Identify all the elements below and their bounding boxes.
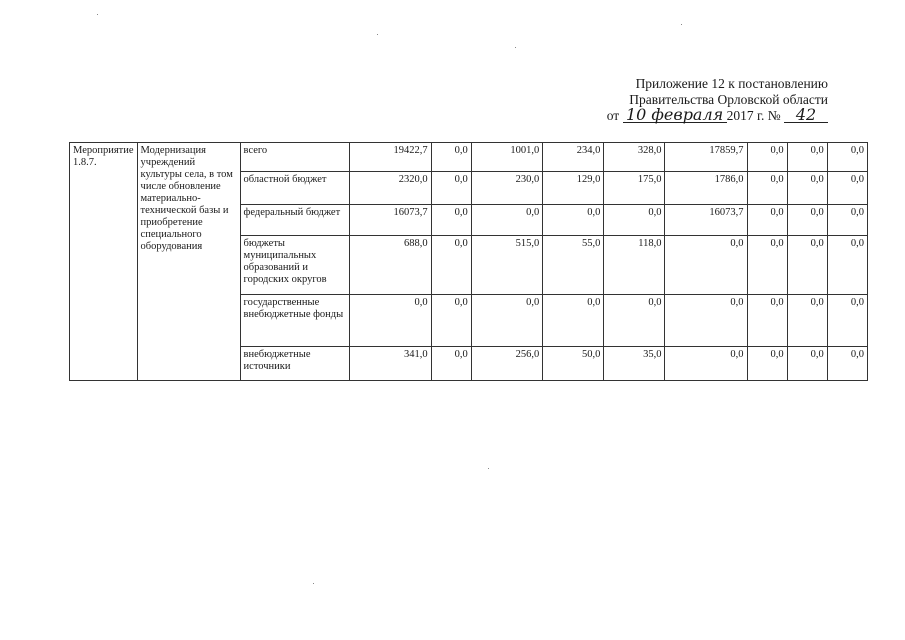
amount-cell: 19422,7 [349, 143, 431, 172]
amount-cell: 0,0 [431, 295, 471, 347]
amount-cell: 0,0 [787, 143, 827, 172]
header-year-text: 2017 г. № [726, 108, 781, 123]
amount-cell: 0,0 [747, 172, 787, 205]
amount-cell: 0,0 [431, 236, 471, 295]
table-row [70, 143, 868, 172]
amount-cell: 129,0 [543, 172, 604, 205]
amount-cell: 328,0 [604, 143, 665, 172]
amount-cell: 0,0 [827, 205, 867, 236]
header-line-appendix: Приложение 12 к постановлению [635, 76, 828, 91]
amount-cell: 0,0 [431, 205, 471, 236]
header-line-date [560, 105, 828, 124]
amount-cell: 0,0 [827, 347, 867, 381]
amount-cell: 35,0 [604, 347, 665, 381]
amount-cell: 688,0 [349, 236, 431, 295]
amount-cell: 17859,7 [665, 143, 747, 172]
amount-cell: 0,0 [747, 205, 787, 236]
amount-cell: 0,0 [349, 295, 431, 347]
amount-cell: 0,0 [543, 205, 604, 236]
funding-source-cell: бюджеты муниципальных образований и городских округов [240, 236, 349, 295]
amount-cell: 0,0 [543, 295, 604, 347]
amount-cell: 0,0 [604, 295, 665, 347]
scan-speck [515, 47, 516, 48]
amount-cell: 2320,0 [349, 172, 431, 205]
amount-cell: 0,0 [665, 295, 747, 347]
amount-cell: 234,0 [543, 143, 604, 172]
handwritten-number: 42 [784, 108, 828, 123]
amount-cell: 16073,7 [349, 205, 431, 236]
amount-cell: 0,0 [747, 143, 787, 172]
scan-speck [377, 34, 378, 35]
document-header [560, 76, 828, 124]
amount-cell: 0,0 [747, 295, 787, 347]
amount-cell: 0,0 [827, 143, 867, 172]
amount-cell: 1001,0 [471, 143, 543, 172]
scan-speck [97, 14, 98, 15]
amount-cell: 0,0 [604, 205, 665, 236]
funding-source-cell: всего [240, 143, 349, 172]
amount-cell: 0,0 [827, 295, 867, 347]
amount-cell: 118,0 [604, 236, 665, 295]
amount-cell: 256,0 [471, 347, 543, 381]
funding-source-cell: федеральный бюджет [240, 205, 349, 236]
amount-cell: 0,0 [747, 347, 787, 381]
amount-cell: 0,0 [787, 347, 827, 381]
amount-cell: 230,0 [471, 172, 543, 205]
amount-cell: 0,0 [665, 347, 747, 381]
event-name-cell: Модернизация учреждений культуры села, в том числе обновление материально-технической базы и приобретение специального оборудования [137, 143, 240, 381]
amount-cell: 0,0 [787, 172, 827, 205]
funding-source-cell: внебюджетные источники [240, 347, 349, 381]
amount-cell: 0,0 [431, 172, 471, 205]
handwritten-date: 10 февраля [623, 108, 727, 123]
amount-cell: 0,0 [747, 236, 787, 295]
amount-cell: 55,0 [543, 236, 604, 295]
amount-cell: 0,0 [787, 295, 827, 347]
funding-source-cell: областной бюджет [240, 172, 349, 205]
scan-speck [313, 583, 314, 584]
amount-cell: 0,0 [471, 205, 543, 236]
amount-cell: 0,0 [431, 347, 471, 381]
amount-cell: 0,0 [665, 236, 747, 295]
amount-cell: 0,0 [471, 295, 543, 347]
amount-cell: 515,0 [471, 236, 543, 295]
amount-cell: 0,0 [787, 205, 827, 236]
header-date-prefix: от [606, 108, 620, 123]
amount-cell: 175,0 [604, 172, 665, 205]
amount-cell: 0,0 [431, 143, 471, 172]
header-line-government: Правительства Орловской области [629, 92, 828, 107]
amount-cell: 0,0 [827, 236, 867, 295]
scan-speck [488, 468, 489, 469]
amount-cell: 16073,7 [665, 205, 747, 236]
amount-cell: 341,0 [349, 347, 431, 381]
funding-source-cell: государственные внебюджетные фонды [240, 295, 349, 347]
amount-cell: 0,0 [827, 172, 867, 205]
financing-table [69, 142, 868, 381]
scan-speck [681, 24, 682, 25]
amount-cell: 50,0 [543, 347, 604, 381]
event-label-cell: Мероприятие 1.8.7. [70, 143, 138, 381]
amount-cell: 0,0 [787, 236, 827, 295]
amount-cell: 1786,0 [665, 172, 747, 205]
